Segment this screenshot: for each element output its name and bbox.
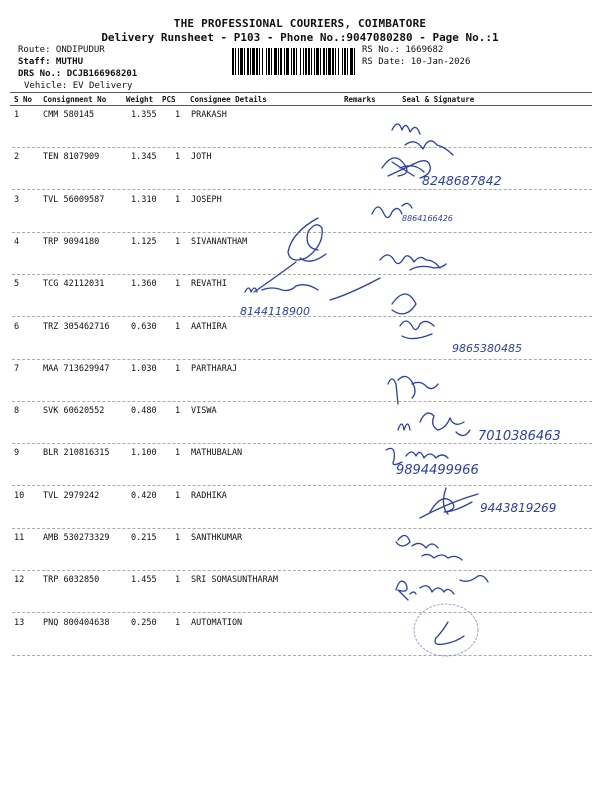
row-separator <box>12 570 592 571</box>
row-weight: 1.310 <box>131 194 157 205</box>
row-separator <box>12 189 592 190</box>
row-pcs: 1 <box>175 617 181 628</box>
row-sno: 4 <box>14 236 20 247</box>
row-separator <box>12 528 592 529</box>
row-separator <box>12 612 592 613</box>
header-top-rule <box>10 92 592 93</box>
table-row <box>0 575 600 617</box>
col-seal-signature: Seal & Signature <box>402 95 475 104</box>
row-pcs: 1 <box>175 533 181 543</box>
row-consignee: SIVANANTHAM <box>191 236 248 247</box>
row-consignment-no: TRP 9094180 <box>43 236 100 247</box>
row-consignment-no: TRZ 305462716 <box>43 321 110 332</box>
row-pcs: 1 <box>175 194 181 205</box>
row-pcs: 1 <box>175 448 181 459</box>
row-pcs: 1 <box>175 363 181 374</box>
barcode-icon <box>232 48 356 75</box>
row-weight: 1.355 <box>131 110 157 120</box>
row-weight: 0.215 <box>131 533 157 543</box>
rs-date: RS Date: 10-Jan-2026 <box>362 57 471 67</box>
col-consignee: Consignee Details <box>190 95 267 104</box>
table-row <box>0 618 600 660</box>
rs-number: RS No.: 1669682 <box>362 45 444 55</box>
row-sno: 10 <box>14 490 25 501</box>
row-consignment-no: TVL 2979242 <box>43 490 100 501</box>
row-consignee: SANTHKUMAR <box>191 533 243 543</box>
row-sno: 6 <box>14 321 20 332</box>
row-pcs: 1 <box>175 575 181 586</box>
drs-number: DRS No.: DCJB166968201 <box>18 69 138 79</box>
row-weight: 1.030 <box>131 363 157 374</box>
row-consignment-no: SVK 60620552 <box>43 406 105 417</box>
hw-phone-row9: 9894499966 <box>396 463 479 478</box>
col-remarks: Remarks <box>344 95 376 104</box>
row-consignee: REVATHI <box>191 279 227 290</box>
row-separator <box>12 147 592 148</box>
row-sno: 8 <box>14 406 20 417</box>
row-sno: 11 <box>14 533 25 543</box>
table-row <box>0 279 600 321</box>
row-weight: 1.100 <box>131 448 157 459</box>
row-sno: 2 <box>14 152 20 163</box>
company-title: THE PROFESSIONAL COURIERS, COIMBATORE <box>173 17 427 30</box>
hw-phone-row8: 7010386463 <box>478 429 561 444</box>
col-consignment: Consignment No <box>43 95 107 104</box>
row-sno: 1 <box>14 110 20 120</box>
row-consignee: JOSEPH <box>191 194 222 205</box>
row-separator <box>12 485 592 486</box>
row-separator <box>12 232 592 233</box>
table-row <box>0 364 600 406</box>
row-weight: 1.345 <box>131 152 157 163</box>
row-weight: 0.630 <box>131 321 157 332</box>
hw-phone-row6: 9865380485 <box>452 342 522 355</box>
header-bottom-rule <box>10 105 592 106</box>
row-consignee: RADHIKA <box>191 490 227 501</box>
row-weight: 1.125 <box>131 236 157 247</box>
row-pcs: 1 <box>175 321 181 332</box>
route-label: Route: ONDIPUDUR <box>18 45 105 55</box>
row-consignee: PARTHARAJ <box>191 363 238 374</box>
row-sno: 3 <box>14 194 20 205</box>
row-sno: 9 <box>14 448 20 459</box>
row-consignment-no: TEN 8107909 <box>43 152 100 163</box>
row-sno: 5 <box>14 279 20 290</box>
row-pcs: 1 <box>175 152 181 163</box>
row-consignee: SRI SOMASUNTHARAM <box>191 575 278 586</box>
row-separator <box>12 443 592 444</box>
col-pcs: PCS <box>162 95 176 104</box>
row-consignee: JOTH <box>191 152 212 163</box>
row-consignee: MATHUBALAN <box>191 448 243 459</box>
row-sno: 12 <box>14 575 25 586</box>
hw-phone-row5: 8144118900 <box>240 305 310 318</box>
row-consignee: PRAKASH <box>191 110 227 120</box>
row-weight: 0.250 <box>131 617 157 628</box>
table-row <box>0 406 600 448</box>
row-consignee: AUTOMATION <box>191 617 243 628</box>
row-consignment-no: TRP 6032850 <box>43 575 100 586</box>
row-consignment-no: CMM 580145 <box>43 110 95 120</box>
row-separator <box>12 401 592 402</box>
hw-phone-row4: 8864166426 <box>402 214 453 223</box>
row-consignment-no: TCG 42112031 <box>43 279 105 290</box>
col-sno: S No <box>14 95 33 104</box>
row-consignment-no: BLR 210816315 <box>43 448 110 459</box>
row-separator <box>12 359 592 360</box>
row-pcs: 1 <box>175 406 181 417</box>
row-weight: 0.480 <box>131 406 157 417</box>
table-row <box>0 448 600 490</box>
row-consignee: VISWA <box>191 406 217 417</box>
table-row <box>0 195 600 237</box>
row-sno: 7 <box>14 363 20 374</box>
runsheet-subtitle: Delivery Runsheet - P103 - Phone No.:9047080280 - Page No.:1 <box>101 31 499 44</box>
row-consignment-no: TVL 56009587 <box>43 194 105 205</box>
row-consignment-no: AMB 530273329 <box>43 533 110 543</box>
hw-phone-row2: 8248687842 <box>422 173 502 188</box>
row-weight: 1.455 <box>131 575 157 586</box>
row-pcs: 1 <box>175 110 181 120</box>
row-weight: 0.420 <box>131 490 157 501</box>
hw-phone-row10: 9443819269 <box>480 501 557 515</box>
row-separator <box>12 655 592 656</box>
vehicle-label: Vehicle: EV Delivery <box>24 81 133 91</box>
row-sno: 13 <box>14 617 25 628</box>
col-weight: Weight <box>126 95 154 104</box>
row-weight: 1.360 <box>131 279 157 290</box>
row-consignment-no: MAA 713629947 <box>43 363 110 374</box>
staff-label: Staff: MUTHU <box>18 57 84 67</box>
row-consignment-no: PNQ 800404638 <box>43 617 110 628</box>
row-separator <box>12 316 592 317</box>
row-pcs: 1 <box>175 490 181 501</box>
table-row <box>0 110 600 152</box>
row-pcs: 1 <box>175 279 181 290</box>
table-row <box>0 237 600 279</box>
table-row <box>0 533 600 575</box>
table-row <box>0 491 600 533</box>
row-consignee: AATHIRA <box>191 321 227 332</box>
row-pcs: 1 <box>175 236 181 247</box>
table-row <box>0 322 600 364</box>
table-row <box>0 152 600 194</box>
row-separator <box>12 274 592 275</box>
